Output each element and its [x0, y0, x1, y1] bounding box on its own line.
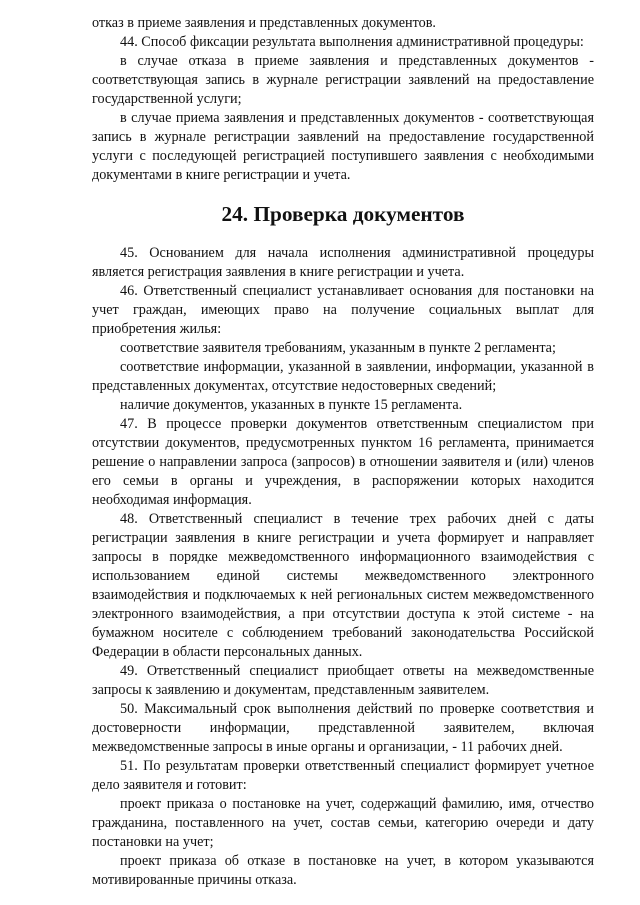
section-title: 24. Проверка документов [221, 202, 465, 226]
paragraph-51-item-1: проект приказа о постановке на учет, содержащий фамилию, имя, отчество гражданина, поставленного на учет, состав семьи, категорию очереди и дату постановки на учет; [92, 796, 594, 850]
paragraph-46-item-3: наличие документов, указанных в пункте 15 регламента. [120, 397, 463, 413]
paragraph-51-item-2: проект приказа об отказе в постановке на учет, в котором указываются мотивированные причины отказа. [92, 853, 594, 888]
paragraph-44-acceptance: в случае приема заявления и представленных документов - соответствующая запись в журнале регистрации заявлений на предоставление государственной услуги с последующей регистрацией поступившего заявления с необходимыми документами в книге регистрации и учета. [92, 110, 594, 183]
paragraph-49: 49. Ответственный специалист приобщает ответы на межведомственные запросы к заявлению и документам, представленным заявителем. [92, 663, 594, 698]
paragraph-48: 48. Ответственный специалист в течение трех рабочих дней с даты регистрации заявления в книге регистрации и учета формирует и направляет запросы в порядке межведомственного информационного взаимодействия с использованием единой системы межведомственного электронного взаимодействия и подключаемых к ней региональных систем межведомственного электронного взаимодействия, а при отсутствии доступа к этой системе - на бумажном носителе с соблюдением требований законодательства Российской Федерации в области персональных данных. [92, 511, 594, 660]
paragraph-44-refusal: в случае отказа в приеме заявления и представленных документов - соответствующая запись в журнале регистрации заявлений на предоставление государственной услуги; [92, 53, 594, 107]
paragraph-45: 45. Основанием для начала исполнения административной процедуры является регистрация заявления в книге регистрации и учета. [92, 245, 594, 280]
paragraph-44: 44. Способ фиксации результата выполнения административной процедуры: [120, 34, 584, 50]
paragraph-47: 47. В процессе проверки документов ответственным специалистом при отсутствии документов, предусмотренных пунктом 16 регламента, принимается решение о направлении запроса (запросов) в отношении заявителя и (или) членов его семьи в органы и учреждения, в распоряжении которых находится необходимая информация. [92, 416, 594, 508]
paragraph-46-item-2: соответствие информации, указанной в заявлении, информации, указанной в представленных документах, отсутствие недостоверных сведений; [92, 359, 594, 394]
paragraph-46: 46. Ответственный специалист устанавливает основания для постановки на учет граждан, имеющих право на получение социальных выплат для приобретения жилья: [92, 283, 594, 337]
paragraph-50: 50. Максимальный срок выполнения действий по проверке соответствия и достоверности информации, представленной заявителем, включая межведомственные запросы в иные органы и организации, - 11 рабочих дней. [92, 701, 594, 755]
paragraph-51: 51. По результатам проверки ответственный специалист формирует учетное дело заявителя и готовит: [92, 758, 594, 793]
paragraph-46-item-1: соответствие заявителя требованиям, указанным в пункте 2 регламента; [120, 340, 556, 356]
paragraph-continuation: отказ в приеме заявления и представленных документов. [92, 15, 436, 31]
